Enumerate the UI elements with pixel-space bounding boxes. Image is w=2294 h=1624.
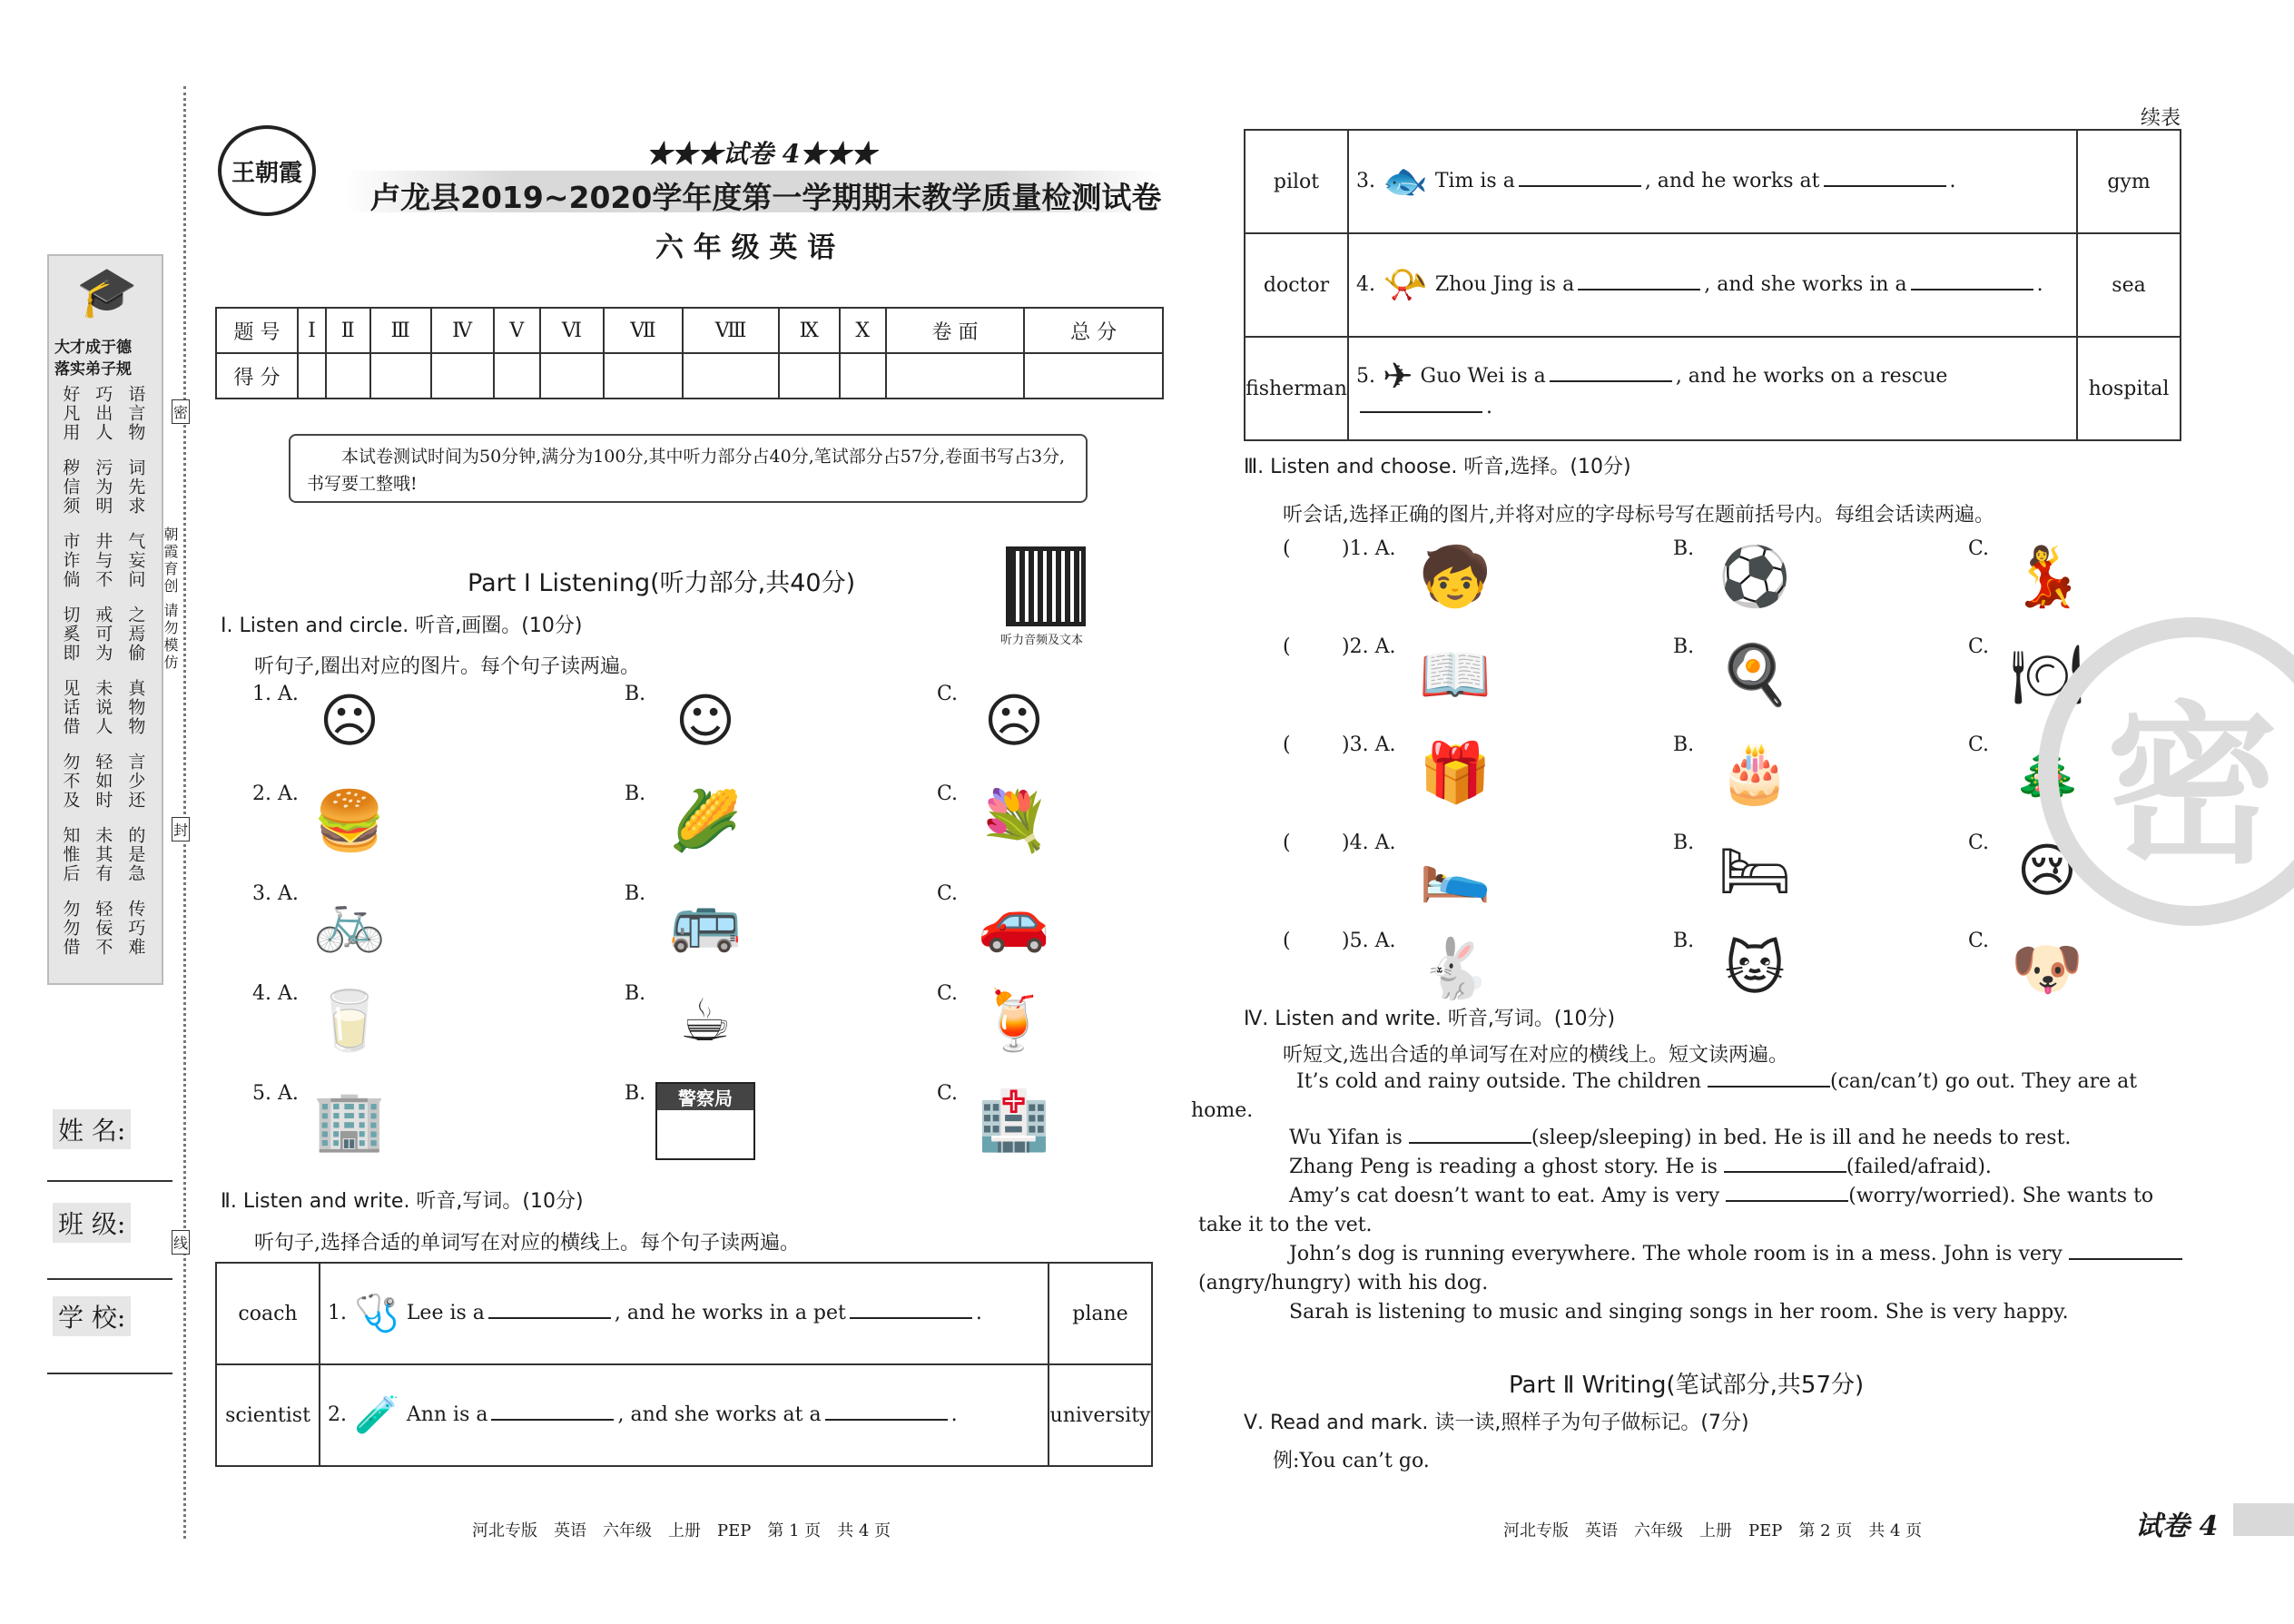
bicycle-icon[interactable] (300, 882, 399, 960)
s3-instr: 听会话,选择正确的图片,并将对应的字母标号写在题前括号内。每组会话读两遍。 (1283, 504, 1994, 527)
sentence-part: Ann is a (406, 1403, 488, 1426)
sentence-part: , and she works at a (617, 1403, 822, 1426)
bus-icon[interactable] (655, 882, 755, 960)
sentence-end: . (950, 1403, 958, 1426)
side-column: 词先求 (125, 458, 146, 516)
s1-label-b: B. (625, 982, 646, 1005)
fill-row (1245, 233, 2181, 337)
s4-p1 (1191, 1068, 2192, 1126)
s1-label-a: 4. A. (252, 982, 299, 1005)
s1-label-c: C. (937, 982, 959, 1005)
s3-label-c: C. (1968, 832, 1990, 854)
qr-caption: 听力音频及文本 (1000, 634, 1084, 647)
face-tired-icon[interactable] (964, 683, 1064, 761)
s4-p3-text-a: Zhang Peng is reading a ghost story. He is (1289, 1156, 1718, 1178)
score-cell[interactable] (326, 353, 370, 399)
face-happy-icon[interactable] (655, 683, 755, 761)
stethoscope-icon: 🩺 (354, 1293, 399, 1334)
s3-label-b: B. (1673, 635, 1695, 658)
birthday-cake-icon[interactable] (1705, 733, 1805, 813)
class-line[interactable] (47, 1278, 172, 1280)
s3-answer-slot[interactable] (1296, 930, 1340, 955)
score-cell[interactable] (298, 353, 326, 399)
side-column: 的是急 (125, 826, 146, 883)
score-header-cell: Ⅳ (431, 308, 494, 353)
word-left: pilot (1245, 130, 1348, 233)
s4-p1-text-c: home. (1191, 1099, 1254, 1122)
score-cell[interactable] (1024, 353, 1163, 399)
score-header-cell: Ⅵ (540, 308, 604, 353)
answer-blank[interactable] (1519, 169, 1641, 187)
answer-blank[interactable] (491, 1403, 614, 1421)
sentence-part: Zhou Jing is a (1434, 273, 1575, 296)
s4-instr: 听短文,选出合适的单词写在对应的横线上。短文读两遍。 (1283, 1044, 1788, 1067)
s3-label-c: C. (1968, 733, 1990, 756)
class-label: 班 级: (53, 1203, 131, 1243)
bind-label-1: 密 (172, 399, 190, 424)
s4-title: Ⅳ. Listen and write. 听音,写词。(10分) (1244, 1008, 1616, 1030)
word-right: university (1049, 1364, 1152, 1466)
s1-label-b: B. (625, 782, 646, 805)
banner-top: 大才成于德 (54, 339, 132, 357)
side-column: 之焉偷 (125, 605, 146, 663)
sentence-part: Guo Wei is a (1420, 365, 1546, 388)
dotted-bind-line (183, 86, 186, 1539)
whistle-icon: 📯 (1383, 264, 1428, 306)
boy-lying-icon-glyph: 🛌 (1419, 838, 1492, 905)
s3-answer-slot[interactable] (1296, 733, 1340, 759)
s3-label-c: C. (1968, 635, 1990, 658)
s1-label-c: C. (937, 882, 959, 905)
rabbit-icon-glyph: 🐇 (1419, 936, 1492, 1003)
footer-left: 河北专版 英语 六年级 上册 PEP 第 1 页 共 4 页 (472, 1521, 891, 1540)
side-column: 知惟后 (60, 826, 81, 883)
continue-label: 续表 (2141, 107, 2181, 130)
gift-box-icon[interactable] (1405, 733, 1505, 813)
boy-football-icon-glyph: ⚽ (1718, 544, 1791, 611)
hospital-icon-glyph: 🏥 (978, 1088, 1050, 1155)
sentence-cell (320, 1263, 1049, 1364)
sentence-cell (1348, 337, 2077, 440)
footer-right: 河北专版 英语 六年级 上册 PEP 第 2 页 共 4 页 (1503, 1521, 1923, 1540)
juice-icon[interactable] (964, 982, 1064, 1060)
score-cell[interactable] (604, 353, 684, 399)
sentence-end: . (975, 1302, 982, 1324)
part1-title: Part Ⅰ Listening(听力部分,共40分) (468, 569, 856, 597)
s3-paren: ( (1283, 635, 1291, 658)
item-number: 4. (1356, 273, 1375, 296)
s4-p4-text-c: take it to the vet. (1198, 1214, 1373, 1236)
s1-label-a: 5. A. (252, 1082, 299, 1105)
item-number: 5. (1356, 365, 1375, 388)
banner-bottom: 落实弟子规 (54, 360, 132, 379)
sentence-part: Lee is a (406, 1302, 485, 1324)
word-left: doctor (1245, 233, 1348, 337)
dog-icon[interactable] (1997, 930, 2097, 1009)
boy-pointing-icon-glyph: 🧒 (1419, 544, 1492, 611)
s4-p3 (1289, 1153, 1992, 1182)
sentence-end: . (1949, 170, 1956, 192)
s3-label-a: )4. A. (1342, 832, 1396, 854)
woman-cooking-icon-glyph: 🍳 (1718, 642, 1791, 709)
cat-icon-glyph: 🐱 (1724, 936, 1786, 1003)
boy-in-bed-icon-glyph: 🛏 (1718, 838, 1792, 905)
girl-eating-icon-glyph: 🍽 (2010, 642, 2084, 709)
star-title: ★★★试卷 4★★★ (646, 139, 877, 169)
s5-example: 例:You can’t go. (1273, 1450, 1430, 1472)
s1-label-c: C. (937, 683, 959, 705)
glass-icon-glyph: 🥛 (313, 988, 386, 1055)
lab-flasks-icon: 🧪 (354, 1394, 399, 1436)
flowers-icon[interactable] (964, 782, 1064, 861)
s2-instr: 听句子,选择合适的单词写在对应的横线上。每个句子读两遍。 (254, 1232, 800, 1255)
score-header-cell: Ⅲ (370, 308, 431, 353)
s3-label-b: B. (1673, 832, 1695, 854)
building-icon-glyph: 🏢 (313, 1088, 386, 1155)
notice-scroll (289, 434, 1088, 503)
bus-icon-glyph: 🚌 (669, 888, 742, 955)
sentence-part: , and she works in a (1704, 273, 1907, 296)
dog-icon-glyph: 🐶 (2011, 936, 2083, 1003)
answer-blank[interactable] (825, 1403, 948, 1421)
score-header-cell: Ⅸ (779, 308, 840, 353)
score-cell[interactable] (494, 353, 541, 399)
s4-p2-text-b: (sleep/sleeping) in bed. He is ill and he needs to rest. (1531, 1127, 2072, 1149)
sentence-part: , and he works on a rescue (1675, 365, 1948, 388)
side-column: 轻如时 (93, 753, 113, 810)
item-number: 3. (1356, 170, 1375, 192)
s3-paren: ( (1283, 930, 1291, 952)
score-row-label: 得 分 (216, 353, 298, 399)
s3-answer-slot[interactable] (1296, 537, 1340, 563)
side-column: 井与不 (93, 532, 113, 589)
watermark-text: 密 (2105, 684, 2279, 887)
sentence-part: Tim is a (1434, 170, 1515, 192)
teacup-icon-glyph: ☕ (679, 988, 732, 1055)
s1-label-b: B. (625, 683, 646, 705)
sentence-cell (320, 1364, 1049, 1466)
s1-instr: 听句子,圈出对应的图片。每个句子读两遍。 (254, 655, 640, 678)
police-station-icon[interactable] (655, 1082, 755, 1160)
s3-label-a: )2. A. (1342, 635, 1396, 658)
fill-row (1245, 337, 2181, 440)
s1-label-a: 3. A. (252, 882, 299, 905)
score-header-cell: Ⅴ (494, 308, 541, 353)
boy-football-icon[interactable] (1705, 537, 1805, 617)
score-cell[interactable] (683, 353, 779, 399)
s1-label-c: C. (937, 782, 959, 805)
logo-text: 王朝霞 (231, 159, 302, 187)
s4-blank-2[interactable] (1409, 1126, 1531, 1144)
side-column: 好凡用 (60, 385, 81, 442)
face-tired-icon-glyph: ☹ (983, 688, 1045, 755)
brand-logo (218, 125, 316, 216)
sentence-end: . (1486, 396, 1492, 418)
footer-badge: 试卷 4 (2135, 1511, 2219, 1542)
fish-icon: 🐟 (1383, 161, 1428, 202)
s4-blank-1[interactable] (1708, 1069, 1830, 1088)
s3-label-a: )5. A. (1342, 930, 1396, 952)
plane-icon: ✈ (1383, 356, 1413, 398)
fill-row (216, 1263, 1152, 1364)
score-cell[interactable] (886, 353, 1025, 399)
score-header-cell: 总 分 (1024, 308, 1163, 353)
glass-icon[interactable] (300, 982, 399, 1060)
s4-p1-text-a: It’s cold and rainy outside. The children (1296, 1070, 1701, 1093)
name-line[interactable] (47, 1180, 172, 1182)
word-left: coach (216, 1263, 320, 1364)
word-right: hospital (2077, 337, 2181, 440)
s4-p4-text-a: Amy’s cat doesn’t want to eat. Amy is very (1289, 1185, 1720, 1207)
side-column: 秽信须 (60, 458, 81, 516)
flowers-icon-glyph: 💐 (978, 788, 1050, 855)
bicycle-icon-glyph: 🚲 (313, 888, 386, 955)
s3-paren: ( (1283, 733, 1291, 756)
s4-p5-text-b: (angry/hungry) with his dog. (1198, 1272, 1489, 1294)
answer-blank[interactable] (488, 1301, 611, 1319)
side-column: 见话借 (60, 679, 81, 736)
cont-table (1244, 129, 2181, 441)
teacup-icon[interactable] (655, 982, 755, 1060)
birthday-card-icon-glyph: 🎄 (2011, 740, 2083, 807)
s4-blank-4[interactable] (1726, 1184, 1848, 1202)
side-banner (47, 254, 163, 985)
score-header-cell: Ⅰ (298, 308, 326, 353)
s4-blank-3[interactable] (1724, 1155, 1846, 1173)
birthday-cake-icon-glyph: 🎂 (1718, 740, 1791, 807)
s3-answer-slot[interactable] (1296, 832, 1340, 857)
answer-blank[interactable] (1578, 272, 1700, 290)
corn-icon-glyph: 🌽 (669, 788, 742, 855)
side-column: 未其有 (93, 826, 113, 883)
score-cell[interactable] (779, 353, 840, 399)
score-header-cell: Ⅶ (604, 308, 684, 353)
word-right: gym (2077, 130, 2181, 233)
s3-label-b: B. (1673, 930, 1695, 952)
side-column: 切奚即 (60, 605, 81, 663)
man-reading-icon[interactable] (1405, 635, 1505, 715)
gift-box-icon-glyph: 🎁 (1419, 740, 1492, 807)
s2-table (215, 1262, 1153, 1467)
s4-p2-text-a: Wu Yifan is (1289, 1127, 1403, 1149)
s3-answer-slot[interactable] (1296, 635, 1340, 661)
side-column: 轻佞不 (93, 900, 113, 957)
boy-lying-icon[interactable] (1405, 832, 1505, 911)
side-column: 传巧难 (125, 900, 146, 957)
s3-paren: ( (1283, 832, 1291, 854)
s2-title: Ⅱ. Listen and write. 听音,写词。(10分) (221, 1190, 584, 1213)
answer-blank[interactable] (1824, 169, 1946, 187)
side-column: 勿不及 (60, 753, 81, 810)
car-icon-glyph: 🚗 (978, 888, 1050, 955)
face-happy-icon-glyph: ☺ (674, 688, 736, 755)
side-column: 语言物 (125, 385, 146, 442)
side-column: 未说人 (93, 679, 113, 736)
hamburger-icon-glyph: 🍔 (313, 788, 386, 855)
side-column: 真物物 (125, 679, 146, 736)
s3-label-b: B. (1673, 733, 1695, 756)
score-cell[interactable] (540, 353, 604, 399)
cat-icon[interactable] (1705, 930, 1805, 1009)
footer-badge-bar (2233, 1503, 2294, 1536)
fill-row (216, 1364, 1152, 1466)
school-label: 学 校: (53, 1296, 131, 1336)
building-icon[interactable] (300, 1082, 399, 1160)
s3-label-c: C. (1968, 930, 1990, 952)
side-column: 污为明 (93, 458, 113, 516)
page-subtitle: 六 年 级 英 语 (655, 231, 836, 264)
answer-blank[interactable] (1911, 272, 2033, 290)
s1-title: Ⅰ. Listen and circle. 听音,画圈。(10分) (221, 615, 583, 637)
s1-label-a: 2. A. (252, 782, 299, 805)
s5-title: Ⅴ. Read and mark. 读一读,照样子为句子做标记。(7分) (1244, 1412, 1749, 1434)
part2-title: Part Ⅱ Writing(笔试部分,共57分) (1509, 1372, 1865, 1399)
police-station-sign (655, 1082, 755, 1160)
s3-title: Ⅲ. Listen and choose. 听音,选择。(10分) (1244, 456, 1631, 478)
word-right: plane (1049, 1263, 1152, 1364)
score-header-cell: 卷 面 (886, 308, 1025, 353)
sentence-part: , and he works in a pet (614, 1302, 846, 1324)
sentence-cell (1348, 233, 2077, 337)
s4-p4 (1198, 1182, 2192, 1240)
girl-sad-icon-glyph: 😢 (2016, 838, 2078, 905)
woman-cooking-icon[interactable] (1705, 635, 1805, 715)
s4-p6: Sarah is listening to music and singing songs in her room. She is very happy. (1289, 1301, 2069, 1324)
face-sad-icon[interactable] (300, 683, 399, 761)
s4-p5 (1198, 1240, 2192, 1298)
score-header-cell: Ⅱ (326, 308, 370, 353)
s4-p1-text-b: (can/can’t) go out. They are at (1829, 1070, 2138, 1093)
side-column: 言少还 (125, 753, 146, 810)
sentence-part: , and he works at (1644, 170, 1820, 192)
name-label: 姓 名: (53, 1109, 131, 1149)
boy-in-bed-icon[interactable] (1705, 832, 1805, 911)
s3-label-b: B. (1673, 537, 1695, 560)
notice-text: 本试卷测试时间为50分钟,满分为100分,其中听力部分占40分,笔试部分占57分,卷面书写占3分,书写要工整哦! (307, 447, 1066, 494)
side-column: 气妄问 (125, 532, 146, 589)
rabbit-icon[interactable] (1405, 930, 1505, 1009)
word-left: fisherman (1245, 337, 1348, 440)
corn-icon[interactable] (655, 782, 755, 861)
score-cell[interactable] (370, 353, 431, 399)
girl-dancing-icon[interactable] (1997, 537, 2097, 617)
juice-icon-glyph: 🍹 (978, 988, 1050, 1055)
side-column: 勿勿借 (60, 900, 81, 957)
girl-dancing-icon-glyph: 💃 (2011, 544, 2083, 611)
hamburger-icon[interactable] (300, 782, 399, 861)
score-header-cell: Ⅹ (840, 308, 886, 353)
side-column: 市诈倘 (60, 532, 81, 589)
s1-label-b: B. (625, 882, 646, 905)
s4-p3-text-b: (failed/afraid). (1846, 1156, 1992, 1178)
hospital-icon[interactable] (964, 1082, 1064, 1160)
s1-label-c: C. (937, 1082, 959, 1105)
item-number: 2. (328, 1403, 347, 1426)
item-number: 1. (328, 1302, 347, 1324)
man-reading-icon-glyph: 📖 (1419, 642, 1492, 709)
sentence-end: . (2036, 273, 2043, 296)
bind-label-3: 线 (172, 1230, 190, 1255)
answer-blank[interactable] (1360, 395, 1482, 413)
s3-paren: ( (1283, 537, 1291, 560)
bind-note: 朝霞育创 请勿模仿 (162, 527, 179, 673)
face-sad-icon-glyph: ☹ (319, 688, 380, 755)
word-right: sea (2077, 233, 2181, 337)
s4-p2 (1289, 1124, 2071, 1153)
s4-blank-5[interactable] (2069, 1242, 2182, 1260)
boy-pointing-icon[interactable] (1405, 537, 1505, 617)
side-column: 戒可为 (93, 605, 113, 663)
school-line[interactable] (47, 1373, 172, 1374)
scholar-icon: 🎓 (76, 263, 138, 320)
s4-p5-text-a: John’s dog is running everywhere. The whole room is in a mess. John is very (1289, 1243, 2063, 1265)
score-cell[interactable] (431, 353, 494, 399)
qr-code (1006, 546, 1086, 626)
s3-label-a: )3. A. (1342, 733, 1396, 756)
s1-label-b: B. (625, 1082, 646, 1105)
s4-p4-text-b: (worry/worried). She wants to (1848, 1185, 2154, 1207)
answer-blank[interactable] (850, 1301, 972, 1319)
bind-label-2: 封 (172, 817, 190, 842)
police-sign-text: 警察局 (657, 1084, 753, 1110)
fill-row (1245, 130, 2181, 233)
sentence-cell (1348, 130, 2077, 233)
score-header-cell: Ⅷ (683, 308, 779, 353)
answer-blank[interactable] (1550, 364, 1672, 382)
side-column: 巧出人 (93, 385, 113, 442)
word-left: scientist (216, 1364, 320, 1466)
score-header-cell: 题 号 (216, 308, 298, 353)
car-icon[interactable] (964, 882, 1064, 960)
score-cell[interactable] (840, 353, 886, 399)
s3-label-c: C. (1968, 537, 1990, 560)
s3-label-a: )1. A. (1342, 537, 1396, 560)
s1-label-a: 1. A. (252, 683, 299, 705)
page-title: 卢龙县2019~2020学年度第一学期期末教学质量检测试卷 (370, 180, 1162, 215)
score-table (215, 307, 1164, 399)
dizigui-columns (56, 385, 158, 975)
